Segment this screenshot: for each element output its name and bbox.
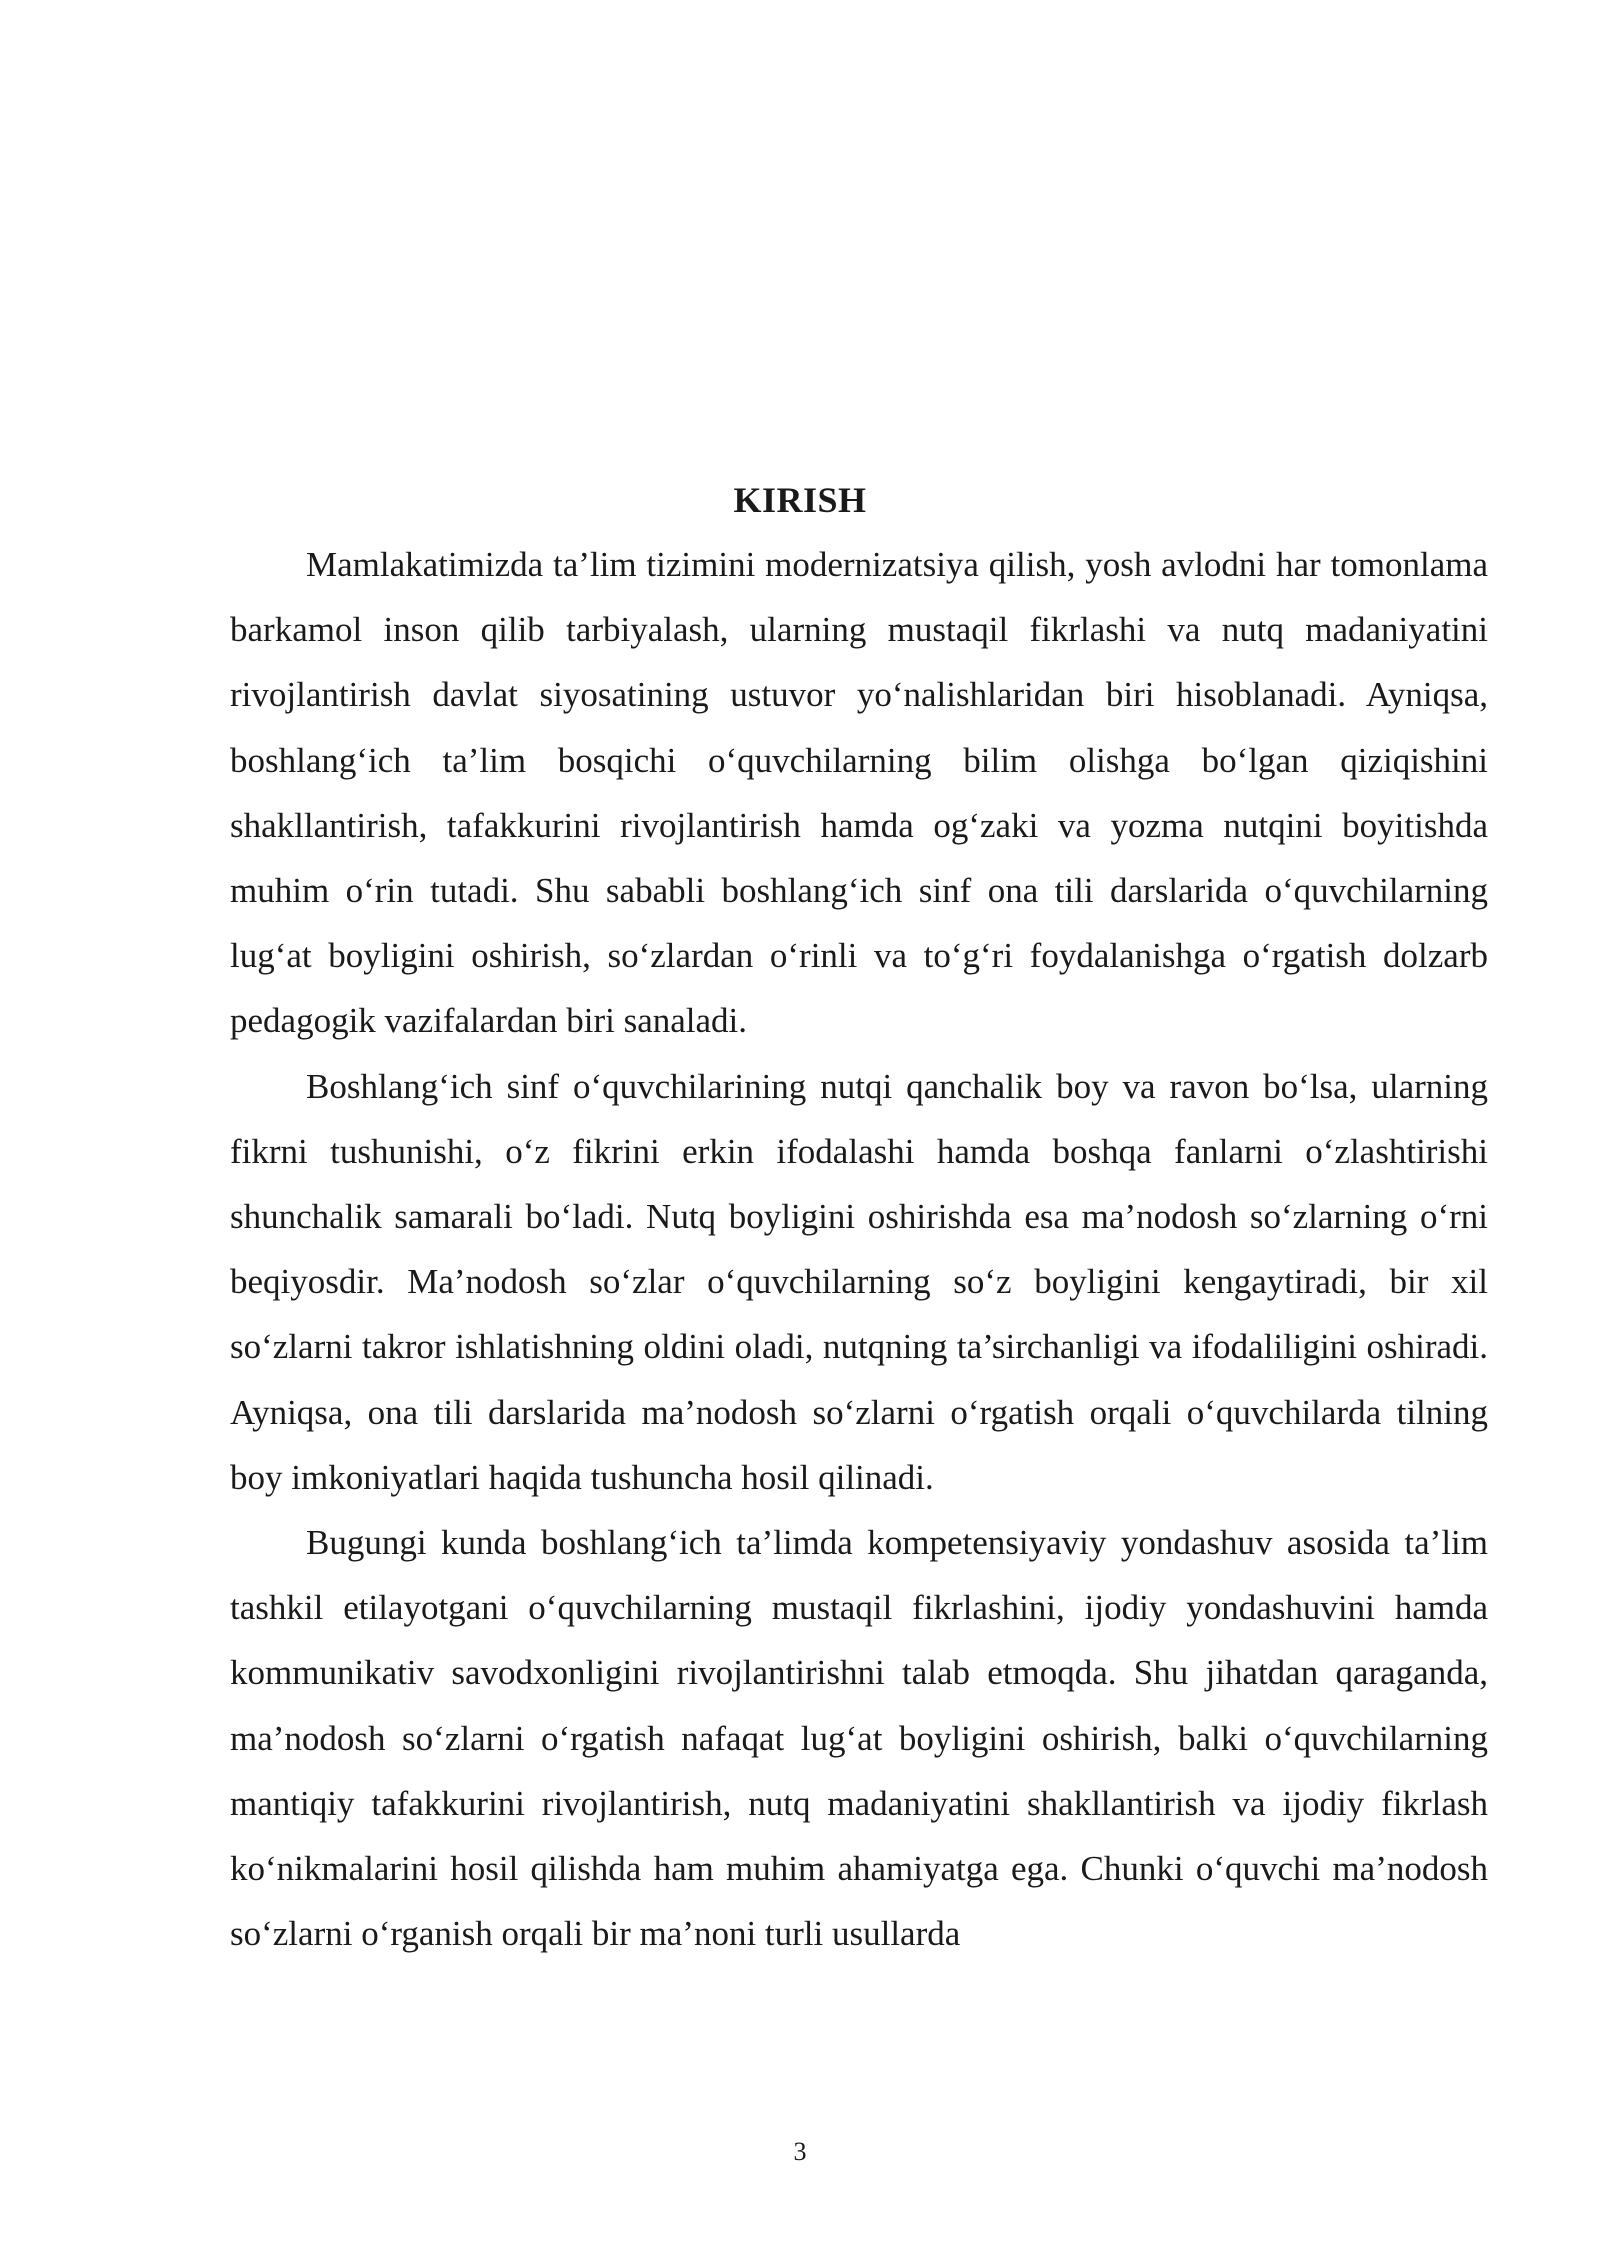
paragraph-1: Mamlakatimizda ta’lim tizimini modernizatsiya qilish, yosh avlodni har tomonlama barkamol inson qilib tarbiyalash, ularning mustaqil fikrlashi va nutq madaniyatini rivojlantirish davlat siyosatining ustuvor yo‘nalishlaridan biri hisoblanadi. Ayniqsa, boshlang‘ich ta’lim bosqichi o‘quvchilarning bilim olishga bo‘lgan qiziqishini shakllantirish, tafakkurini rivojlantirish hamda og‘zaki va yozma nutqini boyitishda muhim o‘rin tutadi. Shu sababli boshlang‘ich sinf ona tili darslarida o‘quvchilarning lug‘at boyligini oshirish, so‘zlardan o‘rinli va to‘g‘ri foydalanishga o‘rgatish dolzarb pedagogik vazifalardan biri sanaladi. bbox=[230, 545, 1488, 1041]
document-body bbox=[230, 532, 1488, 1966]
paragraph-2: Boshlang‘ich sinf o‘quvchilarining nutqi qanchalik boy va ravon bo‘lsa, ularning fikrni tushunishi, o‘z fikrini erkin ifodalashi hamda boshqa fanlarni o‘zlashtirishi shunchalik samarali bo‘ladi. Nutq boyligini oshirishda esa ma’nodosh so‘zlarning o‘rni beqiyosdir. Ma’nodosh so‘zlar o‘quvchilarning so‘z boyligini kengaytiradi, bir xil so‘zlarni takror ishlatishning oldini oladi, nutqning ta’sirchanligi va ifodaliligini oshiradi. Ayniqsa, ona tili darslarida ma’nodosh so‘zlarni o‘rgatish orqali o‘quvchilarda tilning boy imkoniyatlari haqida tushuncha hosil qilinadi. bbox=[230, 1066, 1488, 1497]
paragraph-3: Bugungi kunda boshlang‘ich ta’limda kompetensiyaviy yondashuv asosida ta’lim tashkil etilayotgani o‘quvchilarning mustaqil fikrlashini, ijodiy yondashuvini hamda kommunikativ savodxonligini rivojlantirishni talab etmoqda. Shu jihatdan qaraganda, ma’nodosh so‘zlarni o‘rgatish nafaqat lug‘at boyligini oshirish, balki o‘quvchilarning mantiqiy tafakkurini rivojlantirish, nutq madaniyatini shakllantirish va ijodiy fikrlash ko‘nikmalarini hosil qilishda ham muhim ahamiyatga ega. Chunki o‘quvchi ma’nodosh so‘zlarni o‘rganish orqali bir ma’noni turli usullarda bbox=[230, 1523, 1488, 1954]
page-number: 3 bbox=[793, 2137, 807, 2166]
page-title: KIRISH bbox=[733, 480, 867, 520]
